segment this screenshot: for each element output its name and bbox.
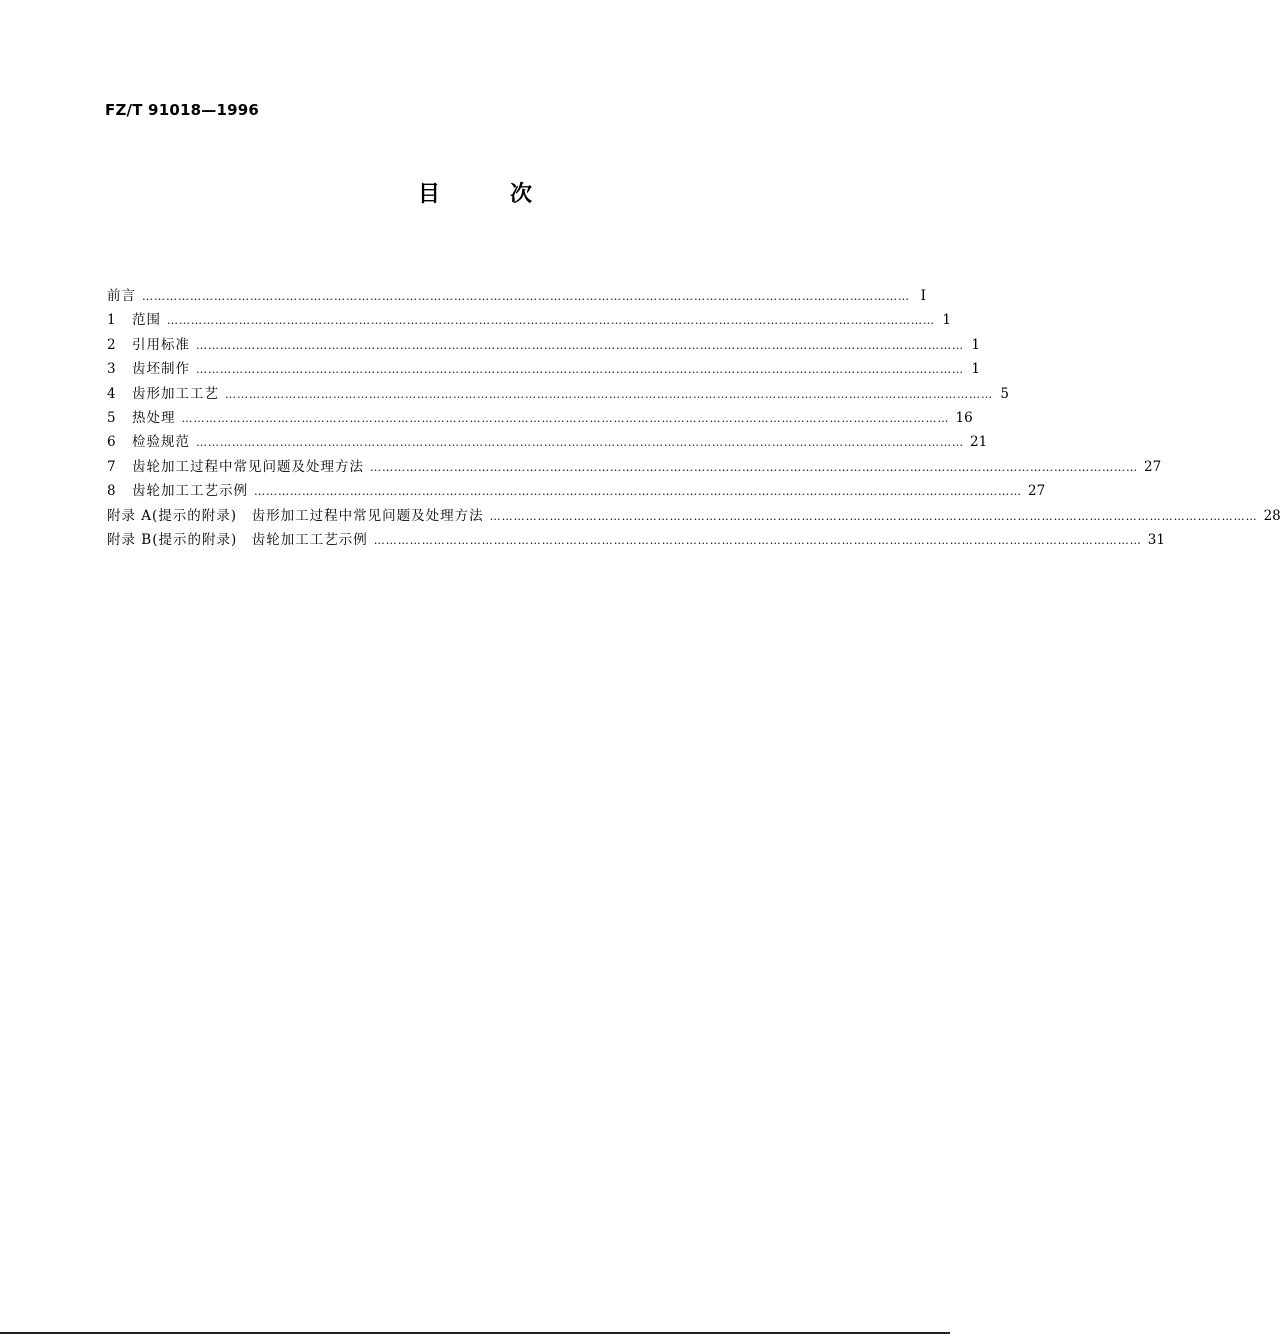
toc-entry-label: 范围 [132, 312, 161, 329]
dot-leader: ………………………………………………………………………………………………………………………………………………………………………… [196, 436, 964, 450]
dot-leader: ………………………………………………………………………………………………………………………………………………………………………… [181, 411, 950, 425]
toc-entry-page: 16 [955, 409, 973, 426]
toc-entry-appendix-b[interactable] [107, 530, 1165, 554]
toc-entry-number: 8 [107, 483, 116, 500]
toc-entry-label: 前言 [107, 288, 136, 304]
dot-leader: ………………………………………………………………………………………………………………………………………………………………………… [167, 314, 935, 328]
bottom-border-line [0, 1332, 950, 1334]
toc-entry-label: 热处理 [132, 409, 176, 426]
dot-leader: ………………………………………………………………………………………………………………………………………………………………………… [370, 460, 1138, 474]
toc-entry-label: 齿坯制作 [132, 361, 190, 378]
toc-entry-number: 2 [107, 336, 116, 353]
toc-entry-page: 5 [1000, 385, 1009, 402]
toc-entry-page: 21 [970, 434, 988, 451]
toc-entry-label: 引用标准 [132, 336, 190, 353]
toc-entry-label: 附录 A(提示的附录) 齿形加工过程中常见问题及处理方法 [107, 507, 484, 524]
toc-entry-number: 7 [107, 458, 116, 475]
toc-entry-5[interactable] [107, 408, 973, 432]
toc-entry-page: 28 [1263, 507, 1281, 524]
toc-entry-label: 附录 B(提示的附录) 齿轮加工工艺示例 [107, 531, 368, 548]
toc-entry-page: 27 [1028, 483, 1046, 500]
toc-entry-3[interactable] [107, 359, 980, 383]
dot-leader: ………………………………………………………………………………………………………………………………………………………………………… [225, 387, 993, 401]
toc-entry-number: 3 [107, 361, 116, 378]
toc-entry-7[interactable] [107, 457, 1162, 481]
dot-leader: ………………………………………………………………………………………………………………………………………………………………………… [142, 290, 910, 303]
toc-entry-4[interactable] [107, 384, 1009, 408]
title-char-1: 目 [417, 182, 440, 207]
dot-leader: ………………………………………………………………………………………………………………………………………………………………………… [254, 485, 1022, 499]
table-of-contents [107, 286, 1281, 554]
page-title [0, 177, 950, 208]
title-char-2: 次 [510, 182, 533, 207]
dot-leader: ………………………………………………………………………………………………………………………………………………………………………… [489, 509, 1258, 523]
toc-entry-number: 4 [107, 385, 116, 402]
toc-entry-page: 1 [971, 336, 980, 353]
toc-entry-number: 5 [107, 409, 116, 426]
toc-entry-page: 1 [971, 361, 980, 378]
toc-entry-page: 31 [1147, 531, 1165, 548]
toc-entry-1[interactable] [107, 310, 951, 334]
toc-entry-label: 检验规范 [132, 434, 190, 451]
toc-entry-page: 1 [942, 312, 951, 329]
toc-entry-6[interactable] [107, 432, 988, 456]
toc-entry-number: 6 [107, 434, 116, 451]
toc-entry-page: I [920, 288, 926, 304]
toc-entry-label: 齿轮加工工艺示例 [132, 483, 248, 500]
dot-leader: ………………………………………………………………………………………………………………………………………………………………………… [196, 338, 964, 352]
standard-code: FZ/T 91018—1996 [105, 101, 259, 119]
toc-entry-label: 齿轮加工过程中常见问题及处理方法 [132, 458, 364, 475]
toc-entry-foreword[interactable] [107, 286, 926, 310]
toc-entry-2[interactable] [107, 335, 980, 359]
dot-leader: ………………………………………………………………………………………………………………………………………………………………………… [373, 533, 1142, 547]
toc-entry-label: 齿形加工工艺 [132, 385, 219, 402]
toc-entry-appendix-a[interactable] [107, 506, 1281, 530]
dot-leader: ………………………………………………………………………………………………………………………………………………………………………… [196, 363, 964, 377]
toc-entry-page: 27 [1144, 458, 1162, 475]
toc-entry-number: 1 [107, 312, 116, 329]
toc-entry-8[interactable] [107, 481, 1046, 505]
